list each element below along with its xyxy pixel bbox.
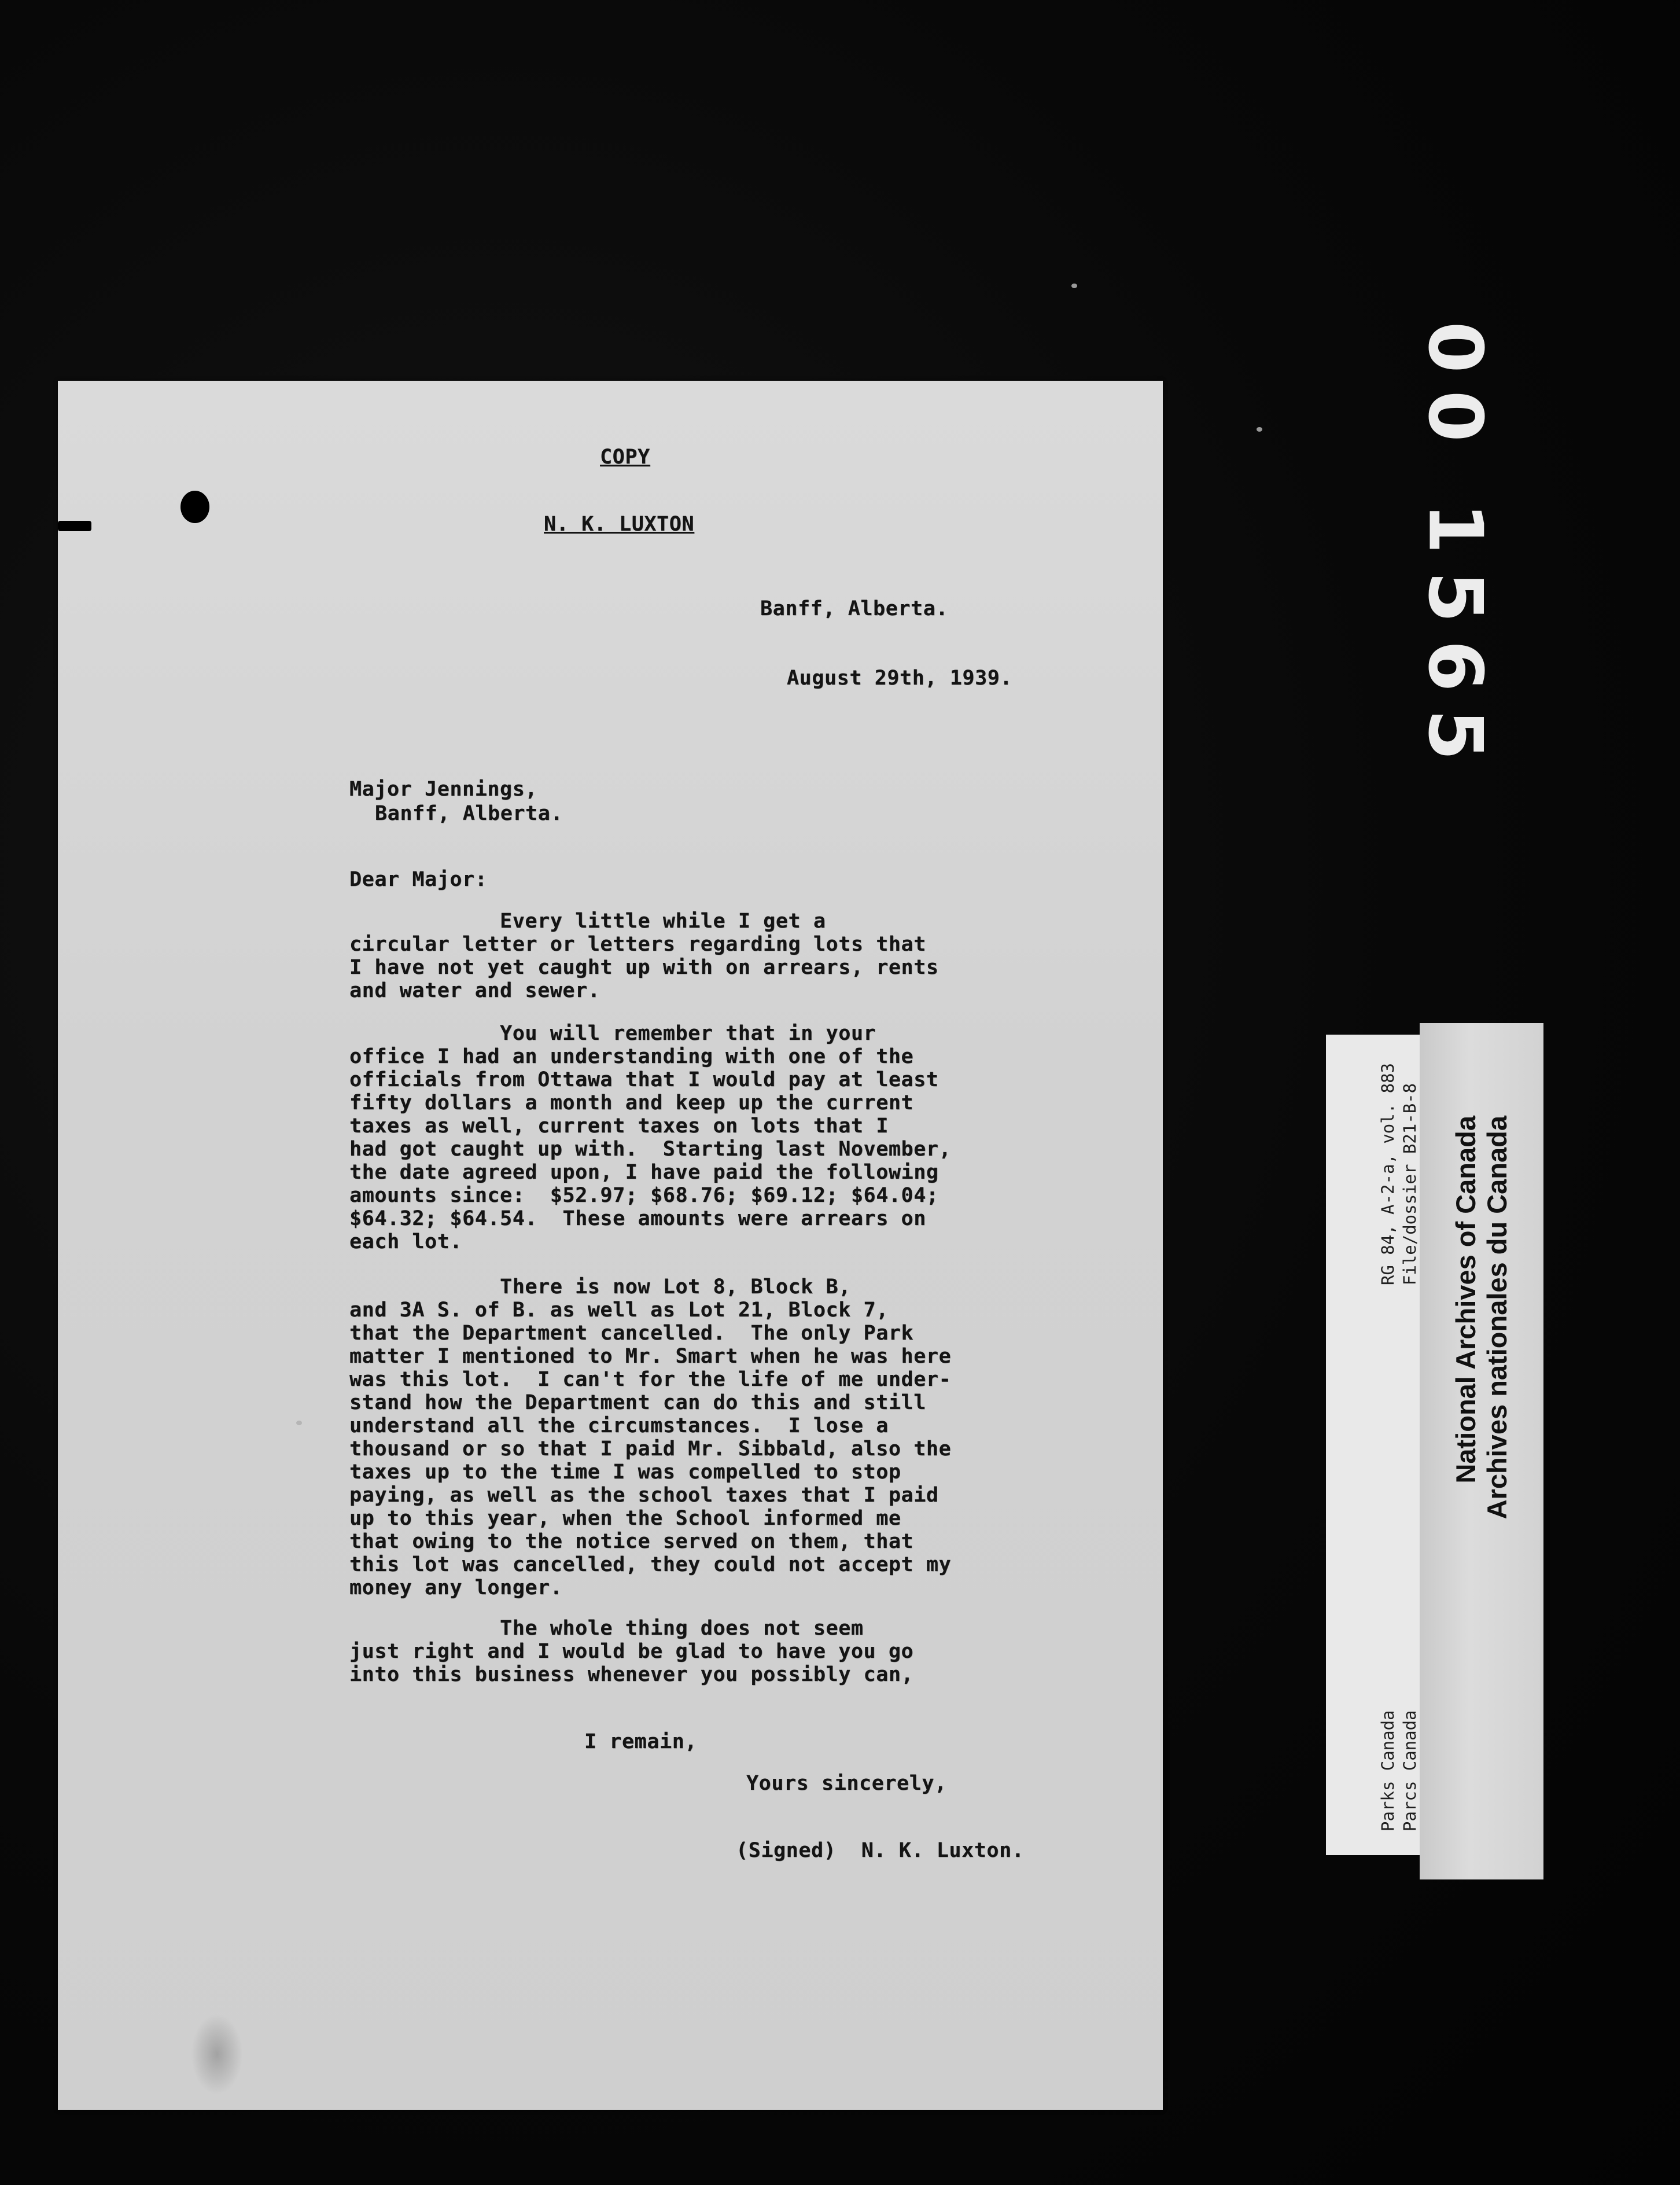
paragraph-4: The whole thing does not seem just right and I would be glad to have you go into this business whenever you possibly can, — [349, 1617, 914, 1686]
archive-name-en: National Archives of Canada — [1450, 1116, 1481, 1484]
archive-name-fr: Archives nationales du Canada — [1482, 1116, 1512, 1520]
frame-number-text: 00 1565 — [1412, 321, 1498, 778]
reference-number: RG 84, A-2-a, vol. 883 File/dossier B21-B-8 — [1378, 1063, 1420, 1286]
archive-name-label — [1420, 1023, 1543, 1879]
fingerprint-smudge — [191, 2014, 243, 2095]
copy-heading: COPY — [600, 446, 650, 469]
department-block — [1377, 1710, 1421, 1831]
paragraph-3: There is now Lot 8, Block B, and 3A S. of B. as well as Lot 21, Block 7, that the Department cancelled. The only Park matter I mentioned to Mr. Smart when he was here was this lot. I can't for the life of me under- stand how the Department can do this and still understand all the circumstances. I lose a thousand or so that I paid Mr. Sibbald, also the taxes up to the time I was compelled to stop paying, as well as the school taxes that I paid up to this year, when the School informed me that owing to the notice served on them, that this lot was cancelled, they could not accept my money any longer. — [349, 1275, 952, 1599]
paragraph-2: You will remember that in your office I had an understanding with one of the officials from Ottawa that I would pay at least fifty dollars a month and keep up the current taxes as well, current taxes on lots that I had got caught up with. Starting last November, the date agreed upon, I have paid the following amounts since: $52.97; $68.76; $69.12; $64.04; $64.32; $64.54. These amounts were arrears on each lot. — [349, 1022, 952, 1253]
department-fr: Parcs Canada — [1400, 1710, 1420, 1831]
archive-name-text — [1450, 1046, 1513, 1856]
dust-speck — [1257, 427, 1262, 432]
sender-heading: N. K. LUXTON — [544, 513, 695, 536]
frame-number — [1412, 266, 1498, 833]
paragraph-1: Every little while I get a circular letter or letters regarding lots that I have not yet caught up with on arrears, rents and water and sewer. — [349, 910, 939, 1002]
archive-reference-label — [1326, 1035, 1428, 1855]
closing-remain: I remain, — [584, 1730, 698, 1753]
recipient-name: Major Jennings, — [349, 778, 538, 801]
salutation: Dear Major: — [349, 868, 488, 891]
department-en: Parks Canada — [1378, 1710, 1398, 1831]
letter-place: Banff, Alberta. — [760, 597, 949, 620]
letter-date: August 29th, 1939. — [787, 667, 1013, 690]
punch-hole — [180, 491, 209, 523]
dust-speck — [296, 1421, 302, 1425]
dust-speck — [1071, 284, 1077, 288]
closing-sincerely: Yours sincerely, — [746, 1772, 947, 1795]
signature-line: (Signed) N. K. Luxton. — [736, 1839, 1025, 1862]
recipient-place: Banff, Alberta. — [375, 802, 563, 825]
edge-mark — [58, 521, 91, 531]
